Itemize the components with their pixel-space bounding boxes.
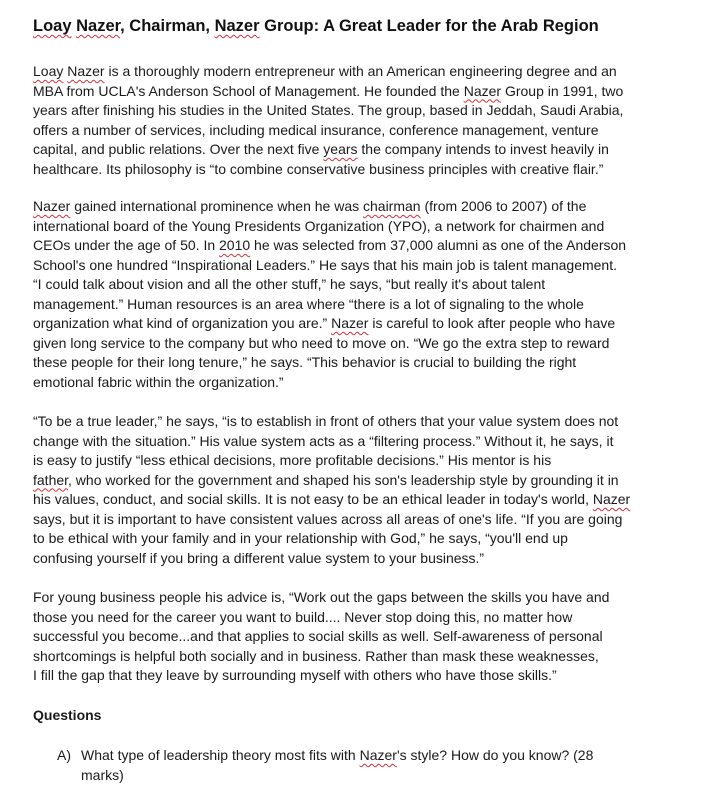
paragraph-4 <box>33 588 663 686</box>
text-line: School's one hundred “Inspirational Leaders.” He says that his main job is talent management. <box>33 256 618 273</box>
text-line: management.” Human resources is an area where “there is a lot of signaling to the whole <box>33 295 584 312</box>
text-line: “To be a true leader,” he says, “is to establish in front of others that your value system does not <box>33 413 619 429</box>
text-line: these people for their long tenure,” he says. “This behavior is crucial to building the right <box>33 354 577 370</box>
text-line: change with the situation.” His value system acts as a “filtering process.” Without it, he says, it <box>33 432 614 449</box>
text-line: successful you become...and that applies to social skills as well. Self-awareness of personal <box>33 628 603 644</box>
paragraph-2 <box>33 197 663 392</box>
text-line: healthcare. Its philosophy is “to combine conservative business principles with creative flair.” <box>33 160 604 177</box>
text-line: offers a number of services, including medical insurance, conference management, venture <box>33 121 599 138</box>
question-text <box>81 745 593 785</box>
paragraph-3 <box>33 412 663 568</box>
question-letter: A) <box>57 747 71 763</box>
text-line: CEOs under the age of 50. In 2010 he was selected from 37,000 alumni as one of the Anderson <box>33 237 627 253</box>
text-line: I fill the gap that they leave by surrounding myself with others who have those skills.” <box>33 667 557 683</box>
text-line: shortcomings is helpful both socially and in business. Rather than mask these weaknesses, <box>33 647 599 664</box>
text-line: organization what kind of organization you are.” Nazer is careful to look after people who have <box>33 315 616 331</box>
text-line: father, who worked for the government and shaped his son's leadership style by grounding it in <box>33 471 619 488</box>
text-line: given long service to the company but who need to move on. “We go the extra step to reward <box>33 334 610 351</box>
text-line: Nazer gained international prominence when he was chairman (from 2006 to 2007) of the <box>33 198 587 214</box>
paragraph-1 <box>33 62 663 179</box>
question-line: marks) <box>81 767 124 783</box>
document-title: Loay Nazer, Chairman, Nazer Group: A Great Leader for the Arab Region <box>33 17 599 35</box>
text-line: says, but it is important to have consistent values across all areas of one's life. “If you are going <box>33 510 623 527</box>
text-line: his values, conduct, and social skills. It is not easy to be an ethical leader in today's world, Nazer <box>33 491 631 507</box>
questions-heading: Questions <box>33 707 102 723</box>
text-line: “I could talk about vision and all the other stuff,” he says, “but really it's about talent <box>33 276 546 292</box>
text-line: to be ethical with your family and in your relationship with God,” he says, “you'll end up <box>33 530 568 546</box>
text-line: those you need for the career you want to build.... Never stop doing this, no matter how <box>33 608 573 625</box>
text-line: is easy to justify “less ethical decisions, more profitable decisions.” His mentor is his <box>33 452 552 468</box>
text-line: confusing yourself if you bring a different value system to your business.” <box>33 549 485 566</box>
text-line: emotional fabric within the organization.” <box>33 373 284 390</box>
text-line: For young business people his advice is, “Work out the gaps between the skills you have and <box>33 589 610 605</box>
text-line: years after finishing his studies in the United States. The group, based in Jeddah, Saudi Arabia, <box>33 102 624 118</box>
text-line: Loay Nazer is a thoroughly modern entrepreneur with an American engineering degree and an <box>33 63 617 79</box>
text-line: MBA from UCLA's Anderson School of Management. He founded the Nazer Group in 1991, two <box>33 82 624 99</box>
question-line: What type of leadership theory most fits with Nazer's style? How do you know? (28 <box>81 747 594 763</box>
text-line: capital, and public relations. Over the next five years the company intends to invest heavily in <box>33 141 609 157</box>
text-line: international board of the Young Presidents Organization (YPO), a network for chairmen and <box>33 217 605 234</box>
